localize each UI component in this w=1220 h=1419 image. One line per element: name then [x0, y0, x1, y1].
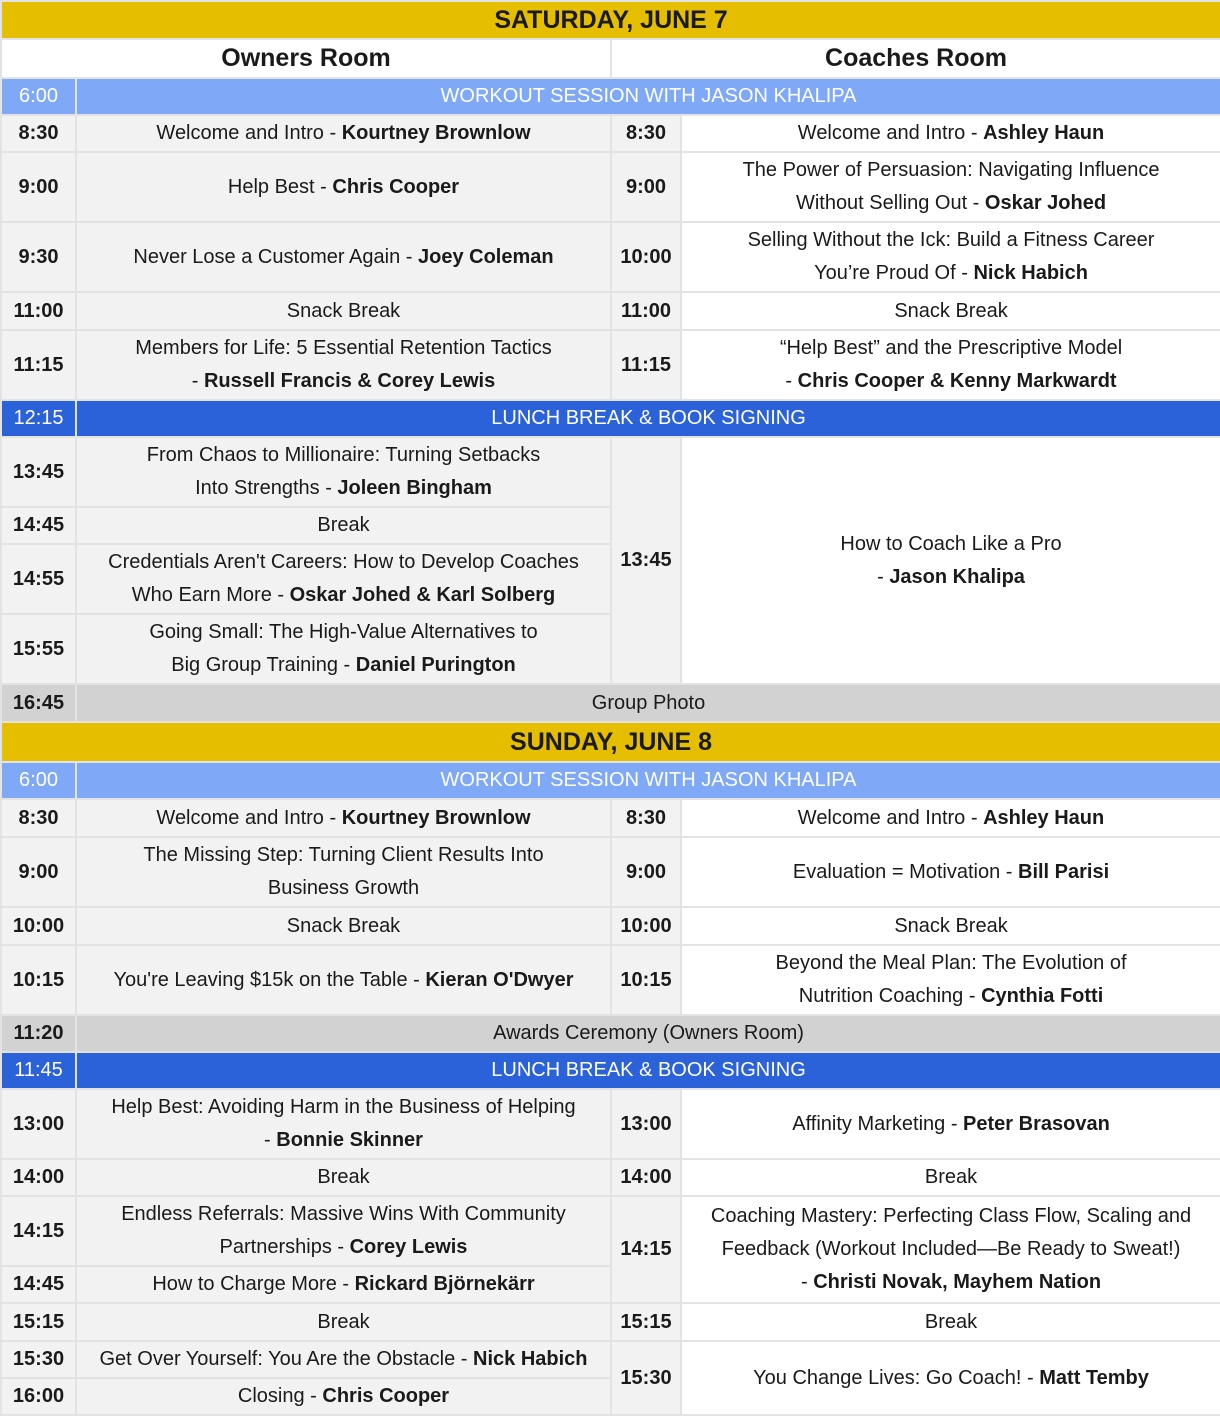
session-title: Help Best -	[227, 175, 333, 198]
time-cell: 9:00	[1, 152, 76, 222]
session-title: How to Charge More -	[152, 1273, 355, 1295]
break-cell: Snack Break	[76, 292, 611, 330]
break-cell: Snack Break	[681, 292, 1220, 330]
session-speaker: Corey Lewis	[349, 1236, 468, 1258]
time-cell: 8:30	[611, 799, 681, 837]
session-title: You Change Lives: Go Coach! -	[753, 1366, 1040, 1389]
session-cell	[76, 544, 611, 614]
time-cell: 8:30	[1, 799, 76, 837]
session-title: Affinity Marketing -	[792, 1112, 964, 1135]
session-speaker: Bonnie Skinner	[276, 1129, 423, 1151]
session-cell	[681, 945, 1220, 1015]
time-cell: 15:30	[611, 1341, 681, 1415]
session-speaker: Kourtney Brownlow	[341, 122, 531, 144]
session-speaker: Joey Coleman	[417, 245, 554, 268]
workout-banner: WORKOUT SESSION WITH JASON KHALIPA	[76, 762, 1220, 799]
time-cell: 14:00	[611, 1159, 681, 1196]
time-cell: 10:15	[1, 945, 76, 1015]
time-cell: 15:55	[1, 614, 76, 684]
session-speaker: Matt Temby	[1039, 1366, 1149, 1389]
session-cell	[76, 614, 611, 684]
session-title: The Power of Persuasion: Navigating Influence	[742, 159, 1160, 181]
time-cell: 10:00	[1, 907, 76, 945]
break-cell: Break	[681, 1303, 1220, 1341]
session-cell	[681, 152, 1220, 222]
session-cell	[76, 1089, 611, 1159]
session-cell	[681, 222, 1220, 292]
session-title: Welcome and Intro -	[156, 122, 342, 144]
session-title: Credentials Aren't Careers: How to Develop Coaches	[108, 551, 579, 573]
session-title-cont: You’re Proud Of -	[814, 262, 974, 284]
break-cell: Break	[76, 1159, 611, 1196]
coaches-room-header: Coaches Room	[611, 39, 1220, 78]
session-title: Welcome and Intro -	[797, 122, 984, 144]
session-speaker: Christi Novak, Mayhem Nation	[813, 1271, 1102, 1293]
time-cell: 13:00	[611, 1089, 681, 1159]
session-speaker: Daniel Purington	[355, 654, 516, 676]
session-speaker: Kourtney Brownlow	[341, 806, 531, 829]
time-cell: 15:15	[611, 1303, 681, 1341]
day-header-saturday: SATURDAY, JUNE 7	[1, 1, 1220, 39]
group-photo-banner: Group Photo	[76, 684, 1220, 722]
session-title: From Chaos to Millionaire: Turning Setbacks	[146, 444, 541, 466]
session-title: The Missing Step: Turning Client Results Into	[143, 844, 544, 866]
time-cell: 15:30	[1, 1341, 76, 1378]
time-cell: 16:45	[1, 684, 76, 722]
session-cell	[681, 330, 1220, 400]
time-cell: 12:15	[1, 400, 76, 437]
session-speaker: Oskar Johed	[984, 192, 1107, 214]
session-title-cont: -	[800, 1271, 814, 1293]
time-cell: 6:00	[1, 762, 76, 799]
session-title-cont: Who Earn More -	[131, 584, 290, 606]
time-cell: 11:00	[1, 292, 76, 330]
session-speaker: Russell Francis & Corey Lewis	[203, 370, 496, 392]
session-cell	[681, 837, 1220, 907]
awards-banner: Awards Ceremony (Owners Room)	[76, 1015, 1220, 1052]
session-cell	[76, 1196, 611, 1266]
owners-room-header: Owners Room	[1, 39, 611, 78]
session-title: Going Small: The High-Value Alternatives to	[149, 621, 538, 643]
day-header-sunday: SUNDAY, JUNE 8	[1, 722, 1220, 762]
session-speaker: Jason Khalipa	[889, 565, 1025, 588]
time-cell: 14:15	[1, 1196, 76, 1266]
session-speaker: Ashley Haun	[983, 122, 1105, 144]
session-cell	[76, 799, 611, 837]
time-cell: 14:55	[1, 544, 76, 614]
session-speaker: Oskar Johed & Karl Solberg	[289, 584, 556, 606]
time-cell: 13:00	[1, 1089, 76, 1159]
time-cell: 14:45	[1, 1266, 76, 1303]
time-cell: 10:15	[611, 945, 681, 1015]
session-cell	[681, 1089, 1220, 1159]
session-title: Evaluation = Motivation -	[792, 860, 1018, 883]
time-cell: 9:00	[1, 837, 76, 907]
session-title-cont: -	[264, 1129, 277, 1151]
session-title: Coaching Mastery: Perfecting Class Flow, Scaling and	[710, 1205, 1192, 1227]
session-speaker: Chris Cooper & Kenny Markwardt	[797, 370, 1117, 392]
session-title-cont: Business Growth	[267, 877, 420, 899]
session-cell	[681, 799, 1220, 837]
time-cell: 11:00	[611, 292, 681, 330]
session-title-cont: Into Strengths -	[195, 477, 338, 499]
session-cell	[76, 1266, 611, 1303]
session-title-cont: Partnerships -	[219, 1236, 350, 1258]
time-cell: 16:00	[1, 1378, 76, 1415]
break-cell: Break	[681, 1159, 1220, 1196]
session-speaker: Peter Brasovan	[963, 1112, 1110, 1135]
session-title-cont: Nutrition Coaching -	[798, 985, 982, 1007]
session-speaker: Nick Habich	[973, 262, 1088, 284]
session-speaker: Chris Cooper	[332, 175, 460, 198]
time-cell: 11:45	[1, 1052, 76, 1089]
lunch-banner: LUNCH BREAK & BOOK SIGNING	[76, 400, 1220, 437]
session-title: Never Lose a Customer Again -	[133, 245, 418, 268]
session-title-cont: Feedback (Workout Included—Be Ready to Sweat!)	[721, 1238, 1181, 1260]
session-title: Closing -	[237, 1385, 323, 1407]
session-cell	[76, 330, 611, 400]
session-speaker: Bill Parisi	[1018, 860, 1110, 883]
break-cell: Break	[76, 507, 611, 544]
time-cell: 9:00	[611, 837, 681, 907]
session-cell	[76, 945, 611, 1015]
session-title: Help Best: Avoiding Harm in the Business of Helping	[111, 1096, 576, 1118]
session-speaker: Nick Habich	[473, 1348, 588, 1370]
session-speaker: Chris Cooper	[322, 1385, 450, 1407]
session-title: You're Leaving $15k on the Table -	[113, 968, 426, 991]
break-cell: Snack Break	[76, 907, 611, 945]
break-cell: Snack Break	[681, 907, 1220, 945]
session-title: Selling Without the Ick: Build a Fitness Career	[747, 229, 1155, 251]
workout-banner: WORKOUT SESSION WITH JASON KHALIPA	[76, 78, 1220, 115]
session-title: Members for Life: 5 Essential Retention Tactics	[135, 337, 552, 359]
time-cell: 14:15	[611, 1196, 681, 1303]
session-speaker: Rickard Björnekärr	[354, 1273, 535, 1295]
session-cell	[76, 222, 611, 292]
time-cell: 6:00	[1, 78, 76, 115]
session-cell	[76, 437, 611, 507]
session-title: How to Coach Like a Pro	[840, 532, 1062, 555]
session-title: Get Over Yourself: You Are the Obstacle -	[99, 1348, 474, 1370]
time-cell: 11:15	[611, 330, 681, 400]
time-cell: 11:15	[1, 330, 76, 400]
time-cell: 15:15	[1, 1303, 76, 1341]
session-speaker: Joleen Bingham	[337, 477, 492, 499]
session-speaker: Cynthia Fotti	[981, 985, 1104, 1007]
session-cell	[681, 115, 1220, 152]
session-cell	[681, 1341, 1220, 1415]
session-title-cont: -	[191, 370, 204, 392]
session-title: Beyond the Meal Plan: The Evolution of	[775, 952, 1127, 974]
session-title: Welcome and Intro -	[156, 806, 342, 829]
session-cell	[76, 152, 611, 222]
time-cell: 14:45	[1, 507, 76, 544]
session-title-cont: Big Group Training -	[171, 654, 356, 676]
time-cell: 10:00	[611, 222, 681, 292]
session-cell	[76, 115, 611, 152]
session-cell	[681, 437, 1220, 684]
session-title-cont: Without Selling Out -	[795, 192, 985, 214]
session-title-cont: -	[877, 565, 890, 588]
session-title: “Help Best” and the Prescriptive Model	[779, 337, 1123, 359]
time-cell: 11:20	[1, 1015, 76, 1052]
session-speaker: Ashley Haun	[983, 806, 1105, 829]
session-cell	[76, 1341, 611, 1378]
break-cell: Break	[76, 1303, 611, 1341]
time-cell: 14:00	[1, 1159, 76, 1196]
session-title-cont: -	[785, 370, 798, 392]
session-speaker: Kieran O'Dwyer	[425, 968, 574, 991]
session-title: Endless Referrals: Massive Wins With Community	[121, 1203, 566, 1225]
time-cell: 8:30	[611, 115, 681, 152]
time-cell: 13:45	[1, 437, 76, 507]
session-cell	[76, 837, 611, 907]
lunch-banner: LUNCH BREAK & BOOK SIGNING	[76, 1052, 1220, 1089]
time-cell: 13:45	[611, 437, 681, 684]
time-cell: 8:30	[1, 115, 76, 152]
session-title: Welcome and Intro -	[797, 806, 984, 829]
session-cell	[76, 1378, 611, 1415]
time-cell: 10:00	[611, 907, 681, 945]
time-cell: 9:00	[611, 152, 681, 222]
session-cell	[681, 1196, 1220, 1303]
time-cell: 9:30	[1, 222, 76, 292]
